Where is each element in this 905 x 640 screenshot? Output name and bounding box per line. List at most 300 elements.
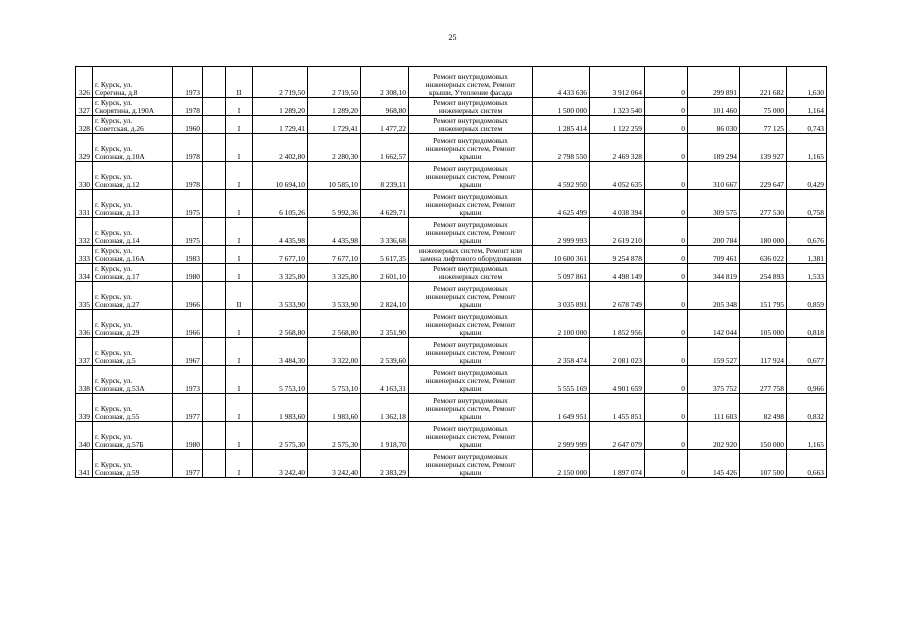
total-cost: 2 150 000 [533, 450, 590, 478]
budget-amount-1: 344 819 [688, 264, 740, 282]
empty-cell [203, 394, 226, 422]
total-area: 2 402,80 [253, 134, 308, 162]
year-built: 1978 [173, 134, 203, 162]
address-line: г. Курск, ул. [95, 80, 133, 89]
table-row [76, 310, 827, 338]
year-built: 1978 [173, 98, 203, 116]
fund-amount: 1 852 956 [590, 310, 645, 338]
address-line: Союзная, д.29 [95, 328, 140, 337]
row-number: 327 [76, 98, 93, 116]
repair-work-line: крыши [459, 236, 482, 245]
residential-area: 2 539,60 [361, 338, 409, 366]
table-row [76, 282, 827, 310]
budget-amount-2: 107 500 [740, 450, 787, 478]
repair-work-line: Ремонт внутридомовых [433, 220, 508, 229]
table-row [76, 190, 827, 218]
repair-works-cell [409, 282, 533, 310]
address-line: г. Курск, ул. [95, 404, 133, 413]
coefficient: 0,743 [787, 116, 827, 134]
coefficient: 0,677 [787, 338, 827, 366]
budget-amount-2: 229 647 [740, 162, 787, 190]
repair-works-cell [409, 162, 533, 190]
coefficient: 1,165 [787, 422, 827, 450]
repair-work-line: крыши [459, 468, 482, 477]
repair-work-line: крыши [459, 180, 482, 189]
page-number: 25 [448, 33, 457, 42]
address-line: Союзная, д.14 [95, 236, 140, 245]
address-cell [93, 422, 173, 450]
budget-amount-2: 139 927 [740, 134, 787, 162]
budget-amount-1: 709 461 [688, 246, 740, 264]
budget-amount-1: 309 575 [688, 190, 740, 218]
repair-work-line: крыши [459, 208, 482, 217]
repair-works-cell [409, 366, 533, 394]
empty-cell [203, 134, 226, 162]
building-class: I [226, 98, 253, 116]
table-row [76, 450, 827, 478]
address-line: г. Курск, ул. [95, 432, 133, 441]
building-class: I [226, 264, 253, 282]
address-line: г. Курск, ул. [95, 376, 133, 385]
row-number: 331 [76, 190, 93, 218]
building-class: II [226, 67, 253, 98]
address-line: Союзная, д.55 [95, 412, 140, 421]
coefficient: 1,164 [787, 98, 827, 116]
address-cell [93, 67, 173, 98]
total-area: 7 677,10 [253, 246, 308, 264]
repair-works-cell [409, 450, 533, 478]
repair-works-cell [409, 98, 533, 116]
address-cell [93, 246, 173, 264]
empty-cell [203, 450, 226, 478]
residential-area: 5 617,35 [361, 246, 409, 264]
residential-area: 2 308,10 [361, 67, 409, 98]
residential-area: 2 824,10 [361, 282, 409, 310]
repair-work-line: крыши [459, 152, 482, 161]
capital-repair-table [75, 66, 827, 478]
coefficient: 1,533 [787, 264, 827, 282]
fund-amount: 1 323 540 [590, 98, 645, 116]
living-area: 2 719,50 [308, 67, 361, 98]
fund-amount: 4 901 659 [590, 366, 645, 394]
total-area: 5 753,10 [253, 366, 308, 394]
empty-cell [203, 422, 226, 450]
address-line: г. Курск, ул. [95, 292, 133, 301]
living-area: 3 533,90 [308, 282, 361, 310]
coefficient: 0,859 [787, 282, 827, 310]
address-line: Союзная, д.27 [95, 300, 140, 309]
living-area: 7 677,10 [308, 246, 361, 264]
repair-work-line: Ремонт внутридомовых [433, 340, 508, 349]
total-area: 2 568,80 [253, 310, 308, 338]
total-cost: 2 999 993 [533, 218, 590, 246]
repair-works-cell [409, 422, 533, 450]
year-built: 1975 [173, 190, 203, 218]
fund-amount: 3 912 064 [590, 67, 645, 98]
repair-work-line: Ремонт внутридомовых [433, 424, 508, 433]
living-area: 10 585,10 [308, 162, 361, 190]
repair-work-line: инженерных систем, Ремонт [425, 432, 516, 441]
repair-work-line: инженерных систем, Ремонт [425, 320, 516, 329]
repair-work-line: Ремонт внутридомовых [433, 136, 508, 145]
budget-amount-1: 159 527 [688, 338, 740, 366]
repair-work-line: инженерных систем, Ремонт [425, 80, 516, 89]
year-built: 1973 [173, 67, 203, 98]
fund-amount: 1 455 851 [590, 394, 645, 422]
address-line: г. Курск, ул. [95, 228, 133, 237]
residential-area: 1 662,57 [361, 134, 409, 162]
coefficient: 0,966 [787, 366, 827, 394]
empty-cell [203, 162, 226, 190]
budget-amount-1: 189 294 [688, 134, 740, 162]
repair-work-line: инженерных систем, Ремонт [425, 404, 516, 413]
budget-amount-1: 310 667 [688, 162, 740, 190]
fund-amount: 2 619 210 [590, 218, 645, 246]
budget-amount-1: 111 603 [688, 394, 740, 422]
living-area: 4 435,98 [308, 218, 361, 246]
table-row [76, 246, 827, 264]
repair-work-line: крыши [459, 328, 482, 337]
repair-work-line: Ремонт внутридомовых [433, 192, 508, 201]
row-number: 330 [76, 162, 93, 190]
budget-amount-2: 150 000 [740, 422, 787, 450]
fund-amount: 9 254 878 [590, 246, 645, 264]
address-line: г. Курск, ул. [95, 172, 133, 181]
coefficient: 0,818 [787, 310, 827, 338]
repair-work-line: инженерных систем, Ремонт [425, 348, 516, 357]
total-cost: 2 798 550 [533, 134, 590, 162]
living-area: 1 983,60 [308, 394, 361, 422]
fund-amount: 4 052 635 [590, 162, 645, 190]
repair-works-cell [409, 67, 533, 98]
residential-area: 1 362,18 [361, 394, 409, 422]
repair-work-line: Ремонт внутридомовых [433, 312, 508, 321]
address-line: г. Курск, ул. [95, 320, 133, 329]
repair-works-cell [409, 394, 533, 422]
row-number: 341 [76, 450, 93, 478]
address-line: Серегина, д.8 [95, 88, 138, 97]
building-class: I [226, 450, 253, 478]
repair-work-line: замена лифтового оборудования [419, 254, 522, 263]
table-row [76, 116, 827, 134]
address-line: Союзная, д.59 [95, 468, 140, 477]
repair-works-cell [409, 310, 533, 338]
repair-work-line: Ремонт внутридомовых [433, 396, 508, 405]
table-row [76, 338, 827, 366]
row-number: 334 [76, 264, 93, 282]
total-cost: 5 555 169 [533, 366, 590, 394]
row-number: 328 [76, 116, 93, 134]
total-area: 2 719,50 [253, 67, 308, 98]
repair-work-line: Ремонт внутридомовых [433, 284, 508, 293]
budget-amount-2: 105 000 [740, 310, 787, 338]
address-line: г. Курск, ул. [95, 144, 133, 153]
repair-work-line: крыши [459, 300, 482, 309]
living-area: 5 753,10 [308, 366, 361, 394]
address-line: Союзная, д.12 [95, 180, 140, 189]
coefficient: 0,676 [787, 218, 827, 246]
living-area: 2 575,30 [308, 422, 361, 450]
repair-work-line: инженерных систем, Ремонт [425, 376, 516, 385]
total-cost: 3 035 891 [533, 282, 590, 310]
total-area: 3 533,90 [253, 282, 308, 310]
year-built: 1978 [173, 162, 203, 190]
repair-work-line: Ремонт внутридомовых [433, 452, 508, 461]
empty-cell [203, 116, 226, 134]
budget-amount-2: 636 022 [740, 246, 787, 264]
repair-work-line: Ремонт внутридомовых [433, 116, 508, 125]
repair-work-line: Ремонт внутридомовых [433, 72, 508, 81]
total-area: 3 242,40 [253, 450, 308, 478]
row-number: 329 [76, 134, 93, 162]
total-cost: 5 097 861 [533, 264, 590, 282]
total-cost: 1 500 000 [533, 98, 590, 116]
address-line: Союзная, д.13 [95, 208, 140, 217]
living-area: 3 325,80 [308, 264, 361, 282]
fund-amount: 4 498 149 [590, 264, 645, 282]
address-line: г. Курск, ул. [95, 264, 133, 273]
building-class: I [226, 338, 253, 366]
table-row [76, 218, 827, 246]
total-cost: 2 999 999 [533, 422, 590, 450]
year-built: 1973 [173, 366, 203, 394]
residential-area: 3 336,68 [361, 218, 409, 246]
zero-amount: 0 [645, 218, 688, 246]
repair-work-line: Ремонт внутридомовых [433, 264, 508, 273]
fund-amount: 2 469 328 [590, 134, 645, 162]
empty-cell [203, 218, 226, 246]
address-cell [93, 310, 173, 338]
year-built: 1977 [173, 394, 203, 422]
row-number: 326 [76, 67, 93, 98]
living-area: 2 280,30 [308, 134, 361, 162]
zero-amount: 0 [645, 162, 688, 190]
row-number: 333 [76, 246, 93, 264]
budget-amount-1: 205 348 [688, 282, 740, 310]
table-row [76, 67, 827, 98]
total-cost: 2 100 000 [533, 310, 590, 338]
address-cell [93, 190, 173, 218]
budget-amount-2: 277 530 [740, 190, 787, 218]
repair-work-line: инженерных систем, Ремонт [425, 460, 516, 469]
building-class: I [226, 422, 253, 450]
total-cost: 4 625 499 [533, 190, 590, 218]
repair-work-line: инженерных систем [438, 272, 503, 281]
zero-amount: 0 [645, 366, 688, 394]
total-cost: 1 649 951 [533, 394, 590, 422]
building-class: I [226, 366, 253, 394]
address-cell [93, 366, 173, 394]
zero-amount: 0 [645, 282, 688, 310]
address-cell [93, 450, 173, 478]
total-area: 1 983,60 [253, 394, 308, 422]
zero-amount: 0 [645, 338, 688, 366]
table-row [76, 366, 827, 394]
zero-amount: 0 [645, 134, 688, 162]
total-area: 10 694,10 [253, 162, 308, 190]
budget-amount-2: 221 682 [740, 67, 787, 98]
address-line: г. Курск, ул. [95, 348, 133, 357]
year-built: 1966 [173, 282, 203, 310]
total-area: 3 484,30 [253, 338, 308, 366]
residential-area: 2 601,10 [361, 264, 409, 282]
year-built: 1980 [173, 422, 203, 450]
address-cell [93, 116, 173, 134]
address-cell [93, 98, 173, 116]
empty-cell [203, 310, 226, 338]
year-built: 1966 [173, 310, 203, 338]
building-class: I [226, 218, 253, 246]
repair-work-line: Ремонт внутридомовых [433, 368, 508, 377]
row-number: 335 [76, 282, 93, 310]
repair-work-line: Ремонт внутридомовых [433, 98, 508, 107]
year-built: 1983 [173, 246, 203, 264]
address-cell [93, 264, 173, 282]
building-class: I [226, 134, 253, 162]
living-area: 1 729,41 [308, 116, 361, 134]
empty-cell [203, 246, 226, 264]
repair-work-line: крыши [459, 412, 482, 421]
address-line: г. Курск, ул. [95, 98, 133, 107]
residential-area: 968,80 [361, 98, 409, 116]
total-area: 3 325,80 [253, 264, 308, 282]
empty-cell [203, 264, 226, 282]
year-built: 1967 [173, 338, 203, 366]
address-line: Союзная, д.53А [95, 384, 145, 393]
budget-amount-1: 145 426 [688, 450, 740, 478]
repair-work-line: крыши [459, 356, 482, 365]
table-row [76, 394, 827, 422]
address-line: г. Курск, ул. [95, 116, 133, 125]
zero-amount: 0 [645, 450, 688, 478]
row-number: 332 [76, 218, 93, 246]
budget-amount-1: 299 891 [688, 67, 740, 98]
empty-cell [203, 98, 226, 116]
zero-amount: 0 [645, 116, 688, 134]
address-line: Советская, д.26 [95, 124, 144, 133]
coefficient: 1,630 [787, 67, 827, 98]
building-class: I [226, 190, 253, 218]
row-number: 336 [76, 310, 93, 338]
empty-cell [203, 190, 226, 218]
residential-area: 4 629,71 [361, 190, 409, 218]
empty-cell [203, 67, 226, 98]
budget-amount-2: 151 795 [740, 282, 787, 310]
total-cost: 4 433 636 [533, 67, 590, 98]
total-area: 4 435,98 [253, 218, 308, 246]
budget-amount-2: 180 000 [740, 218, 787, 246]
table-row [76, 264, 827, 282]
building-class: I [226, 246, 253, 264]
address-cell [93, 394, 173, 422]
budget-amount-1: 200 784 [688, 218, 740, 246]
address-cell [93, 282, 173, 310]
address-cell [93, 162, 173, 190]
residential-area: 8 239,11 [361, 162, 409, 190]
total-cost: 10 600 361 [533, 246, 590, 264]
year-built: 1975 [173, 218, 203, 246]
living-area: 1 289,20 [308, 98, 361, 116]
building-class: II [226, 282, 253, 310]
repair-work-line: Ремонт внутридомовых [433, 164, 508, 173]
living-area: 3 242,40 [308, 450, 361, 478]
address-cell [93, 134, 173, 162]
row-number: 338 [76, 366, 93, 394]
year-built: 1960 [173, 116, 203, 134]
budget-amount-1: 142 044 [688, 310, 740, 338]
fund-amount: 2 678 749 [590, 282, 645, 310]
budget-amount-1: 375 752 [688, 366, 740, 394]
total-area: 2 575,30 [253, 422, 308, 450]
residential-area: 4 163,31 [361, 366, 409, 394]
zero-amount: 0 [645, 422, 688, 450]
zero-amount: 0 [645, 394, 688, 422]
budget-amount-2: 77 125 [740, 116, 787, 134]
repair-work-line: инженерных систем, Ремонт [425, 144, 516, 153]
repair-work-line: инженерных систем [438, 106, 503, 115]
residential-area: 2 383,29 [361, 450, 409, 478]
repair-works-cell [409, 246, 533, 264]
coefficient: 0,429 [787, 162, 827, 190]
year-built: 1980 [173, 264, 203, 282]
repair-work-line: крыши [459, 384, 482, 393]
total-cost: 1 285 414 [533, 116, 590, 134]
address-line: Союзная, д.17 [95, 272, 140, 281]
repair-work-line: инженерных систем, Ремонт [425, 172, 516, 181]
zero-amount: 0 [645, 246, 688, 264]
building-class: I [226, 310, 253, 338]
budget-amount-2: 75 000 [740, 98, 787, 116]
total-area: 6 105,26 [253, 190, 308, 218]
fund-amount: 4 038 394 [590, 190, 645, 218]
living-area: 3 322,00 [308, 338, 361, 366]
repair-works-cell [409, 338, 533, 366]
address-line: г. Курск, ул. [95, 460, 133, 469]
building-class: I [226, 162, 253, 190]
table-row [76, 98, 827, 116]
empty-cell [203, 366, 226, 394]
address-line: Союзная, д.57Б [95, 440, 144, 449]
repair-work-line: инженерных систем, Ремонт [425, 228, 516, 237]
address-line: Союзная, д.5 [95, 356, 136, 365]
budget-amount-1: 101 460 [688, 98, 740, 116]
repair-works-cell [409, 264, 533, 282]
repair-work-line: крыши [459, 440, 482, 449]
fund-amount: 2 081 023 [590, 338, 645, 366]
fund-amount: 2 647 079 [590, 422, 645, 450]
total-cost: 2 358 474 [533, 338, 590, 366]
building-class: I [226, 394, 253, 422]
repair-works-cell [409, 116, 533, 134]
table-row [76, 422, 827, 450]
coefficient: 0,663 [787, 450, 827, 478]
repair-works-cell [409, 218, 533, 246]
zero-amount: 0 [645, 98, 688, 116]
budget-amount-2: 277 758 [740, 366, 787, 394]
budget-amount-2: 254 893 [740, 264, 787, 282]
row-number: 339 [76, 394, 93, 422]
row-number: 337 [76, 338, 93, 366]
residential-area: 1 477,22 [361, 116, 409, 134]
living-area: 2 568,80 [308, 310, 361, 338]
table-row [76, 162, 827, 190]
year-built: 1977 [173, 450, 203, 478]
repair-works-cell [409, 134, 533, 162]
repair-work-line: инженерных систем [438, 124, 503, 133]
row-number: 340 [76, 422, 93, 450]
total-cost: 4 592 950 [533, 162, 590, 190]
zero-amount: 0 [645, 310, 688, 338]
